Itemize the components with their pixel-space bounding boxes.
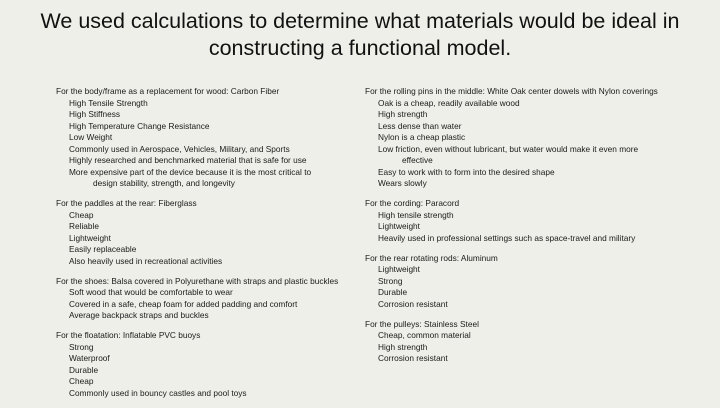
slide-title: We used calculations to determine what materials would be ideal in constructing a functional model. [40,9,680,60]
floatation-section [56,330,346,399]
list-item: Cheap, common material [378,330,471,340]
section-heading: For the rolling pins in the middle: White Oak center dowels with Nylon coverings [365,86,658,96]
list-item: Average backpack straps and buckles [69,310,209,320]
list-item: Oak is a cheap, readily available wood [378,97,520,108]
list-item: High tensile strength [378,209,454,220]
list-item-continuation: effective [402,155,433,165]
list-item: Less dense than water [378,120,462,131]
cording-section [365,198,665,244]
list-item: Strong [378,275,403,286]
list-item: Heavily used in professional settings such as space-travel and military [378,232,636,243]
list-item: Commonly used in Aerospace, Vehicles, Military, and Sports [69,143,290,154]
list-item: Wears slowly [378,178,427,188]
pulleys-section [365,319,665,365]
list-item: High Temperature Change Resistance [69,120,210,131]
list-item: Commonly used in bouncy castles and pool toys [69,387,247,398]
section-heading: For the paddles at the rear: Fiberglass [56,198,197,208]
list-item: Highly researched and benchmarked material that is safe for use [69,155,307,165]
list-item: Durable [69,364,99,375]
list-item: High strength [378,109,428,119]
body-frame-section [56,86,346,190]
left-column [56,86,346,408]
section-heading: For the cording: Paracord [365,198,460,208]
section-heading: For the shoes: Balsa covered in Polyurethane with straps and plastic buckles [56,275,339,286]
section-heading: For the floatation: Inflatable PVC buoys [56,330,201,340]
list-item: Lightweight [378,264,420,274]
list-item-continuation: design stability, strength, and longevity [93,178,235,188]
list-item: Strong [69,341,94,352]
shoes-section [56,276,346,322]
list-item: Low Weight [69,132,113,142]
list-item: Cheap [69,209,94,220]
list-item: Easily replaceable [69,244,137,254]
list-item: High Stiffness [69,109,121,119]
paddles-section [56,198,346,267]
list-item: Low friction, even without lubricant, but water would make it even more [378,143,639,154]
list-item: Corrosion resistant [378,298,448,309]
list-item: Durable [378,287,408,297]
section-heading: For the rear rotating rods: Aluminum [365,252,498,263]
list-item: Waterproof [69,353,110,363]
list-item: Cheap [69,376,94,386]
list-item: High strength [378,341,428,352]
list-item: Nylon is a cheap plastic [378,132,466,142]
list-item: High Tensile Strength [69,97,148,108]
rolling-pins-section [365,86,665,190]
list-item: Covered in a safe, cheap foam for added padding and comfort [69,298,298,309]
section-heading: For the body/frame as a replacement for wood: Carbon Fiber [56,86,280,96]
right-column [365,86,665,373]
list-item: Soft wood that would be comfortable to wear [69,287,233,297]
list-item: Easy to work with to form into the desired shape [378,166,555,177]
list-item: Lightweight [69,232,111,243]
list-item: Reliable [69,221,99,231]
list-item: Lightweight [378,221,420,231]
list-item: More expensive part of the device because it is the most critical to [69,166,312,177]
list-item: Corrosion resistant [378,353,448,363]
section-heading: For the pulleys: Stainless Steel [365,318,479,329]
rear-rods-section [365,253,665,311]
list-item: Also heavily used in recreational activities [69,255,223,266]
